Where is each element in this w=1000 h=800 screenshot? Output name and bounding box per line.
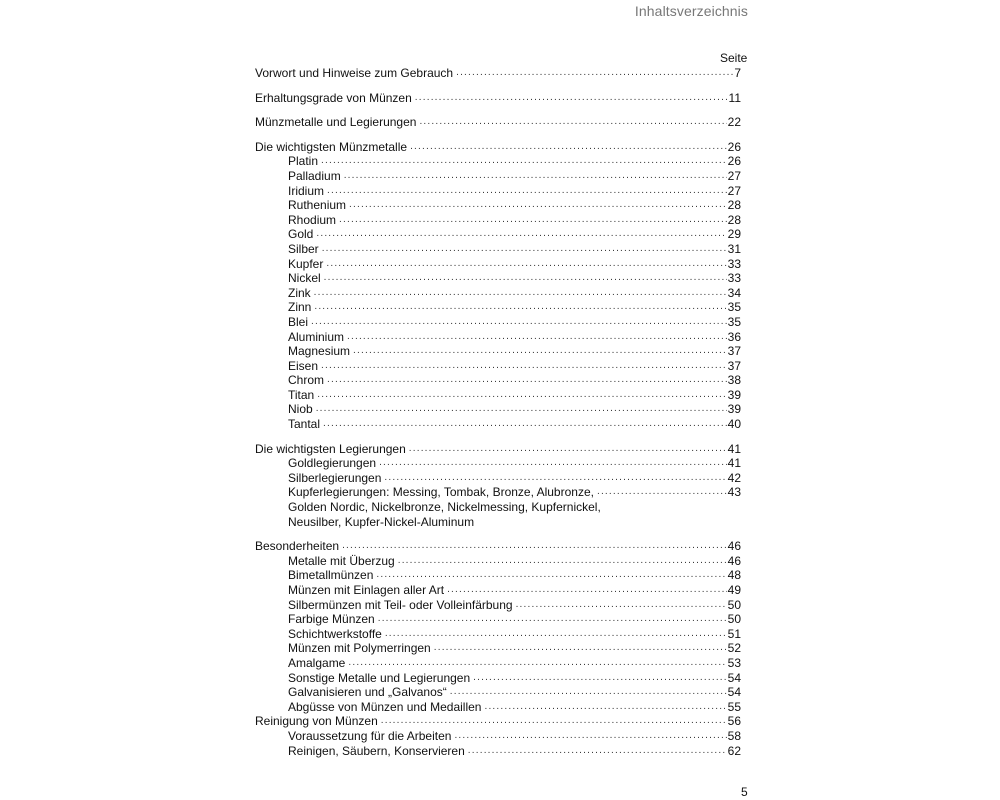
toc-entry-page: 52 bbox=[727, 641, 741, 656]
toc-entry-page: 42 bbox=[727, 470, 741, 485]
toc-entry-title: Besonderheiten bbox=[255, 539, 340, 554]
toc-entry-title: Münzen mit Einlagen aller Art bbox=[288, 583, 445, 597]
toc-entry-title: Iridium bbox=[288, 183, 325, 198]
toc-entry-page: 37 bbox=[727, 344, 741, 359]
dot-leader bbox=[434, 641, 727, 656]
toc-entry-page: 28 bbox=[727, 212, 741, 227]
toc-entry-title: Münzen mit Polymerringen bbox=[288, 641, 431, 656]
toc-subentry bbox=[255, 417, 741, 432]
toc-entry-page: 48 bbox=[727, 568, 741, 583]
toc-entry-page: 51 bbox=[727, 626, 741, 641]
dot-leader bbox=[378, 612, 727, 627]
toc-entry-page: 54 bbox=[727, 685, 741, 700]
dot-leader bbox=[339, 213, 727, 228]
toc-subentry bbox=[255, 598, 741, 613]
toc-subentry bbox=[255, 184, 741, 199]
toc-subentry bbox=[255, 627, 741, 642]
toc-subentry bbox=[255, 300, 741, 315]
toc-entry-page: 40 bbox=[727, 417, 741, 432]
dot-leader bbox=[326, 257, 726, 272]
dot-leader bbox=[316, 227, 726, 242]
toc-entry-page: 56 bbox=[727, 714, 741, 729]
toc-entry bbox=[255, 539, 741, 554]
toc-entry-page: 34 bbox=[727, 285, 741, 300]
dot-leader bbox=[324, 271, 727, 286]
toc-subentry bbox=[255, 213, 741, 228]
toc-entry-title: Reinigung von Münzen bbox=[255, 714, 378, 729]
dot-leader bbox=[409, 442, 727, 457]
toc-subentry bbox=[255, 388, 741, 403]
toc-subentry bbox=[255, 568, 741, 583]
toc-entry-title: Voraussetzung für die Arbeiten bbox=[288, 728, 452, 743]
toc-entry-title: Abgüsse von Münzen und Medaillen bbox=[288, 699, 482, 714]
toc-subentry bbox=[255, 169, 741, 184]
toc-subentry bbox=[255, 671, 741, 686]
toc-subentry bbox=[255, 641, 741, 656]
toc-section bbox=[255, 442, 741, 530]
toc-subentry bbox=[255, 315, 741, 330]
toc-entry-page: 41 bbox=[727, 441, 741, 456]
toc-entry-page: 7 bbox=[734, 66, 741, 80]
toc-subentry bbox=[255, 242, 741, 257]
toc-entry-title: Sonstige Metalle und Legierungen bbox=[288, 670, 471, 685]
toc-entry bbox=[255, 115, 741, 130]
dot-leader bbox=[385, 627, 727, 642]
toc-entry-title: Kupferlegierungen: Messing, Tombak, Bronze, Alubronze, bbox=[288, 485, 594, 500]
toc-entry-title: Eisen bbox=[288, 358, 319, 373]
dot-leader bbox=[327, 184, 727, 199]
toc-subentry bbox=[255, 485, 741, 500]
toc-entry-title: Reinigen, Säubern, Konservieren bbox=[288, 743, 465, 758]
dot-leader bbox=[379, 456, 727, 471]
toc-subentry bbox=[255, 656, 741, 671]
dot-leader bbox=[316, 402, 727, 417]
dot-leader bbox=[516, 598, 727, 613]
dot-leader bbox=[410, 140, 727, 155]
dot-leader bbox=[484, 700, 726, 715]
toc-subentry bbox=[255, 700, 741, 715]
toc-entry bbox=[255, 91, 741, 106]
toc-subentry bbox=[255, 286, 741, 301]
toc-entry-page: 36 bbox=[727, 329, 741, 344]
toc-entry-title: Goldlegierungen bbox=[288, 456, 377, 471]
toc-entry-page: 11 bbox=[728, 90, 741, 105]
dot-leader bbox=[314, 300, 726, 315]
toc-section bbox=[255, 140, 741, 432]
running-header: Inhaltsverzeichnis bbox=[634, 3, 748, 19]
dot-leader bbox=[327, 373, 727, 388]
toc-entry-page: 26 bbox=[727, 154, 741, 169]
toc-subentry bbox=[255, 729, 741, 744]
toc-entry bbox=[255, 140, 741, 155]
toc-entry-page: 62 bbox=[727, 743, 741, 758]
dot-leader bbox=[317, 388, 726, 403]
dot-leader bbox=[311, 315, 727, 330]
dot-leader bbox=[376, 568, 726, 583]
dot-leader bbox=[447, 583, 727, 598]
toc-entry bbox=[255, 442, 741, 457]
dot-leader bbox=[454, 729, 726, 744]
dot-leader bbox=[348, 656, 726, 671]
toc-entry-title: Gold bbox=[288, 227, 314, 242]
toc-entry-continuation: Neusilber, Kupfer-Nickel-Aluminum bbox=[288, 514, 475, 529]
toc-entry-title: Bimetallmünzen bbox=[288, 568, 374, 583]
toc-entry-page: 33 bbox=[727, 271, 741, 286]
toc-entry-page: 46 bbox=[727, 539, 741, 554]
toc-entry-page: 27 bbox=[727, 183, 741, 198]
dot-leader bbox=[415, 91, 728, 106]
toc-entry-page: 39 bbox=[727, 402, 741, 417]
toc-section bbox=[255, 714, 741, 758]
toc-entry-title: Ruthenium bbox=[288, 198, 347, 213]
toc-entry-title: Erhaltungsgrade von Münzen bbox=[255, 90, 412, 105]
toc-entry-page: 31 bbox=[727, 241, 741, 256]
toc-entry-page: 35 bbox=[727, 300, 741, 315]
toc-subentry bbox=[255, 344, 741, 359]
toc-entry-page: 41 bbox=[727, 456, 741, 471]
toc-entry-page: 43 bbox=[727, 485, 741, 500]
toc-subentry bbox=[255, 744, 741, 759]
toc-entry-title: Galvanisieren und „Galvanos“ bbox=[288, 685, 447, 700]
dot-leader bbox=[323, 417, 727, 432]
toc-entry-title: Amalgame bbox=[288, 655, 346, 670]
toc-entry-page: 55 bbox=[727, 699, 741, 714]
toc-entry-title: Silber bbox=[288, 241, 319, 256]
dot-leader bbox=[419, 115, 726, 130]
toc-subentry bbox=[255, 198, 741, 213]
dot-leader bbox=[347, 330, 727, 345]
dot-leader bbox=[349, 198, 727, 213]
toc-subentry bbox=[255, 456, 741, 471]
toc-entry-title: Zinn bbox=[288, 300, 312, 315]
dot-leader bbox=[342, 539, 727, 554]
toc-entry-title: Farbige Münzen bbox=[288, 612, 375, 627]
dot-leader bbox=[456, 66, 733, 81]
toc-entry-title: Tantal bbox=[288, 417, 321, 432]
toc-entry-page: 50 bbox=[727, 597, 741, 612]
toc-entry-page: 22 bbox=[727, 115, 741, 130]
toc-entry-title: Magnesium bbox=[288, 344, 351, 359]
toc-entry-page: 39 bbox=[727, 387, 741, 402]
dot-leader bbox=[597, 485, 727, 500]
toc-entry-page: 46 bbox=[727, 553, 741, 568]
toc-entry-title: Platin bbox=[288, 154, 319, 169]
toc-entry-title: Titan bbox=[288, 387, 315, 402]
toc-subentry bbox=[255, 359, 741, 374]
toc-entry bbox=[255, 66, 741, 81]
toc-entry-title: Schichtwerkstoffe bbox=[288, 626, 382, 641]
dot-leader bbox=[314, 286, 727, 301]
dot-leader bbox=[321, 154, 727, 169]
toc-entry-page: 49 bbox=[727, 583, 741, 597]
toc-subentry bbox=[255, 330, 741, 345]
toc-subentry bbox=[255, 402, 741, 417]
toc-entry-title: Nickel bbox=[288, 271, 321, 286]
toc-subentry bbox=[255, 471, 741, 486]
toc-subentry bbox=[255, 227, 741, 242]
toc-section bbox=[255, 539, 741, 714]
toc-entry-title: Metalle mit Überzug bbox=[288, 553, 395, 568]
toc-entry-page: 58 bbox=[727, 728, 741, 743]
toc-entry-page: 38 bbox=[727, 373, 741, 388]
dot-leader bbox=[468, 744, 727, 759]
toc-entry-page: 50 bbox=[727, 612, 741, 627]
toc-entry-title: Kupfer bbox=[288, 256, 324, 271]
toc-entry-page: 26 bbox=[727, 139, 741, 154]
toc-entry-title: Die wichtigsten Legierungen bbox=[255, 441, 406, 456]
page-column-label: Seite bbox=[720, 51, 748, 65]
dot-leader bbox=[473, 671, 727, 686]
toc-subentry bbox=[255, 685, 741, 700]
dot-leader bbox=[381, 714, 727, 729]
toc-entry-title: Rhodium bbox=[288, 212, 337, 227]
toc-entry-title: Die wichtigsten Münzmetalle bbox=[255, 139, 408, 154]
toc-entry-title: Blei bbox=[288, 314, 309, 329]
page-number: 5 bbox=[741, 785, 748, 799]
toc-subentry bbox=[255, 583, 741, 598]
toc-entry-title: Silbermünzen mit Teil- oder Volleinfärbung bbox=[288, 597, 513, 612]
toc-entry-title: Palladium bbox=[288, 168, 341, 183]
toc-entry-title: Zink bbox=[288, 285, 311, 300]
toc-entry-title: Aluminium bbox=[288, 329, 345, 344]
toc-subentry bbox=[255, 257, 741, 272]
toc-entry-title: Chrom bbox=[288, 373, 325, 388]
toc-entry-page: 27 bbox=[727, 168, 741, 183]
toc-section bbox=[255, 115, 741, 130]
toc-entry-title: Silberlegierungen bbox=[288, 470, 382, 485]
toc-subentry bbox=[255, 554, 741, 569]
toc-entry-page: 33 bbox=[727, 256, 741, 271]
dot-leader bbox=[321, 359, 727, 374]
dot-leader bbox=[398, 554, 727, 569]
toc-section bbox=[255, 66, 741, 81]
toc-entry-page: 29 bbox=[727, 227, 741, 242]
toc-subentry bbox=[255, 154, 741, 169]
toc-entry-page: 54 bbox=[727, 670, 741, 685]
toc-section bbox=[255, 91, 741, 106]
dot-leader bbox=[450, 685, 727, 700]
table-of-contents bbox=[255, 66, 741, 768]
toc-entry-page: 53 bbox=[727, 655, 741, 670]
dot-leader bbox=[353, 344, 727, 359]
dot-leader bbox=[384, 471, 726, 486]
toc-subentry bbox=[255, 612, 741, 627]
toc-subentry bbox=[255, 271, 741, 286]
toc-entry-title: Vorwort und Hinweise zum Gebrauch bbox=[255, 66, 454, 80]
dot-leader bbox=[344, 169, 727, 184]
toc-entry-title: Münzmetalle und Legierungen bbox=[255, 115, 417, 130]
toc-entry-page: 35 bbox=[727, 314, 741, 329]
toc-subentry bbox=[255, 373, 741, 388]
toc-entry-continuation: Golden Nordic, Nickelbronze, Nickelmessing, Kupfernickel, bbox=[288, 500, 601, 515]
toc-entry-page: 37 bbox=[727, 358, 741, 373]
dot-leader bbox=[322, 242, 727, 257]
toc-entry bbox=[255, 714, 741, 729]
toc-entry-page: 28 bbox=[727, 198, 741, 213]
toc-entry-title: Niob bbox=[288, 402, 313, 417]
